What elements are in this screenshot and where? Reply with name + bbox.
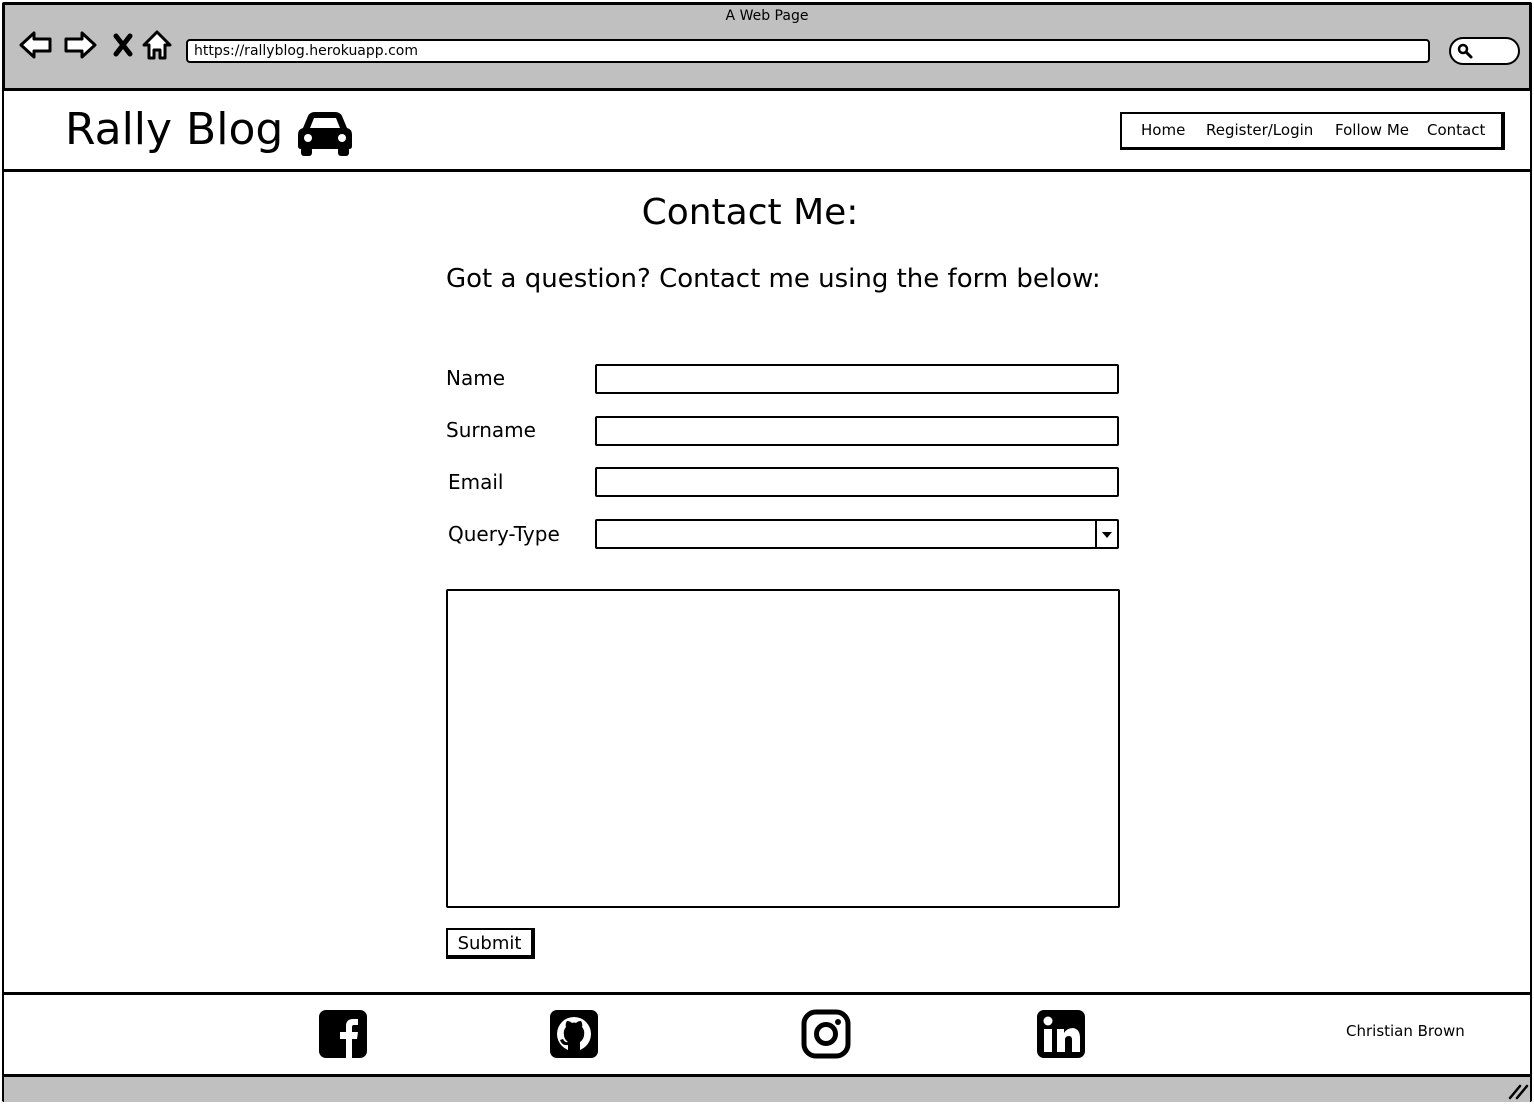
- message-textarea[interactable]: [446, 589, 1120, 908]
- name-input[interactable]: [595, 364, 1119, 394]
- query-type-label: Query-Type: [448, 522, 560, 546]
- home-icon[interactable]: [140, 28, 174, 62]
- page-viewport: [4, 88, 1530, 1074]
- dropdown-toggle[interactable]: [1095, 521, 1117, 547]
- footer-divider: [4, 992, 1530, 995]
- nav-register-login[interactable]: Register/Login: [1206, 121, 1314, 139]
- instagram-icon[interactable]: [801, 1009, 851, 1059]
- email-label: Email: [448, 470, 504, 494]
- email-input[interactable]: [595, 467, 1119, 497]
- chevron-down-icon: [1097, 521, 1117, 547]
- facebook-icon[interactable]: [318, 1009, 368, 1059]
- footer-author: Christian Brown: [1346, 1022, 1465, 1040]
- resize-grip-icon[interactable]: [1508, 1082, 1530, 1104]
- address-bar[interactable]: https://rallyblog.herokuapp.com: [186, 39, 1430, 63]
- car-icon: [296, 110, 354, 162]
- forward-arrow-icon[interactable]: [63, 28, 97, 62]
- nav-contact[interactable]: Contact: [1427, 121, 1486, 139]
- github-icon[interactable]: [549, 1009, 599, 1059]
- window-title: A Web Page: [725, 8, 809, 24]
- name-label: Name: [446, 366, 506, 390]
- page-subtitle: Got a question? Contact me using the form below:: [446, 264, 1101, 294]
- surname-label: Surname: [446, 418, 536, 442]
- browser-search-button[interactable]: [1449, 37, 1520, 65]
- linkedin-icon[interactable]: [1036, 1009, 1086, 1059]
- surname-input[interactable]: [595, 416, 1119, 446]
- status-bar: [4, 1074, 1530, 1102]
- search-icon: [1457, 43, 1473, 59]
- nav-home[interactable]: Home: [1141, 121, 1186, 139]
- submit-button[interactable]: Submit: [446, 928, 535, 959]
- back-arrow-icon[interactable]: [19, 28, 53, 62]
- header-divider: [4, 169, 1530, 172]
- nav-follow-me[interactable]: Follow Me: [1335, 121, 1409, 139]
- query-type-select[interactable]: [595, 519, 1119, 549]
- stop-icon[interactable]: [106, 28, 140, 62]
- page-title: Contact Me:: [641, 192, 859, 233]
- site-title[interactable]: Rally Blog: [65, 104, 284, 155]
